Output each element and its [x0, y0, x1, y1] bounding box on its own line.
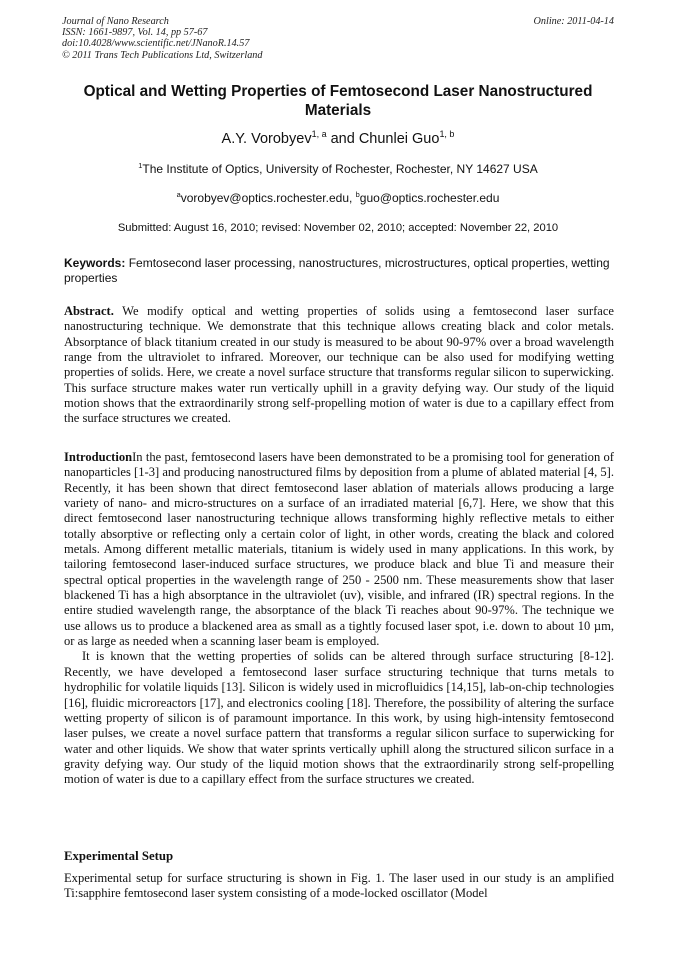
- author-conjunction: and: [326, 131, 359, 147]
- author-superscript: 1, a: [311, 129, 327, 140]
- author-name: Chunlei Guo: [358, 131, 440, 147]
- abstract-text: We modify optical and wetting properties of solids using a femtosecond laser surface nanostructuring technique. We demonstrate that this technique allows creating black and color metals. Absorptance of black titanium created in our study is measured to be about 90-97% over a broad wavelength range from the ultraviolet to infrared. Moreover, our technique can be also used for modifying wetting properties of solids. Here, we create a novel surface structure that transforms regular silicon to superwicking. This surface structure makes water run vertically uphill in a gravity defying way. Our study of the liquid motion shows that the extraordinarily strong self-propelling motion of water is due to a capillary effect from the surface structures we created.: [64, 304, 614, 426]
- affiliation-superscript: 1: [138, 161, 143, 170]
- abstract: [64, 304, 614, 427]
- email-link[interactable]: vorobyev@optics.rochester.edu,: [180, 191, 356, 205]
- author-emails: [62, 191, 614, 206]
- paper-title: Optical and Wetting Properties of Femtosecond Laser Nanostructured Materials: [83, 83, 593, 119]
- introduction-label: Introduction: [64, 450, 133, 464]
- journal-name: Journal of Nano Research: [62, 16, 169, 27]
- email-superscript: a: [176, 190, 181, 199]
- affiliation-text: The Institute of Optics, University of Rochester, Rochester, NY 14627 USA: [142, 162, 538, 176]
- copyright-line: © 2011 Trans Tech Publications Ltd, Switzerland: [62, 49, 263, 61]
- introduction-section: [64, 450, 614, 788]
- author-line: [62, 130, 614, 148]
- affiliation: [62, 162, 614, 177]
- section-heading: Experimental Setup: [64, 849, 174, 863]
- issn-line: ISSN: 1661-9897, Vol. 14, pp 57-67: [62, 27, 208, 39]
- online-date: Online: 2011-04-14: [533, 16, 614, 27]
- introduction-paragraph: [64, 450, 614, 649]
- introduction-text: In the past, femtosecond lasers have been demonstrated to be a promising tool for generation of nanoparticles [1-3] and producing nanostructured films by deposition from a plume of ablated material [4, 5]. Recently, it has been shown that direct femtosecond laser ablation of materials allows producing a large variety of nano- and micro-structures on a surface of an irradiated material [6,7]. Here, we show that this direct femtosecond laser nanostructuring technique allows transforming highly reflective metals to either totally absorptive or reflecting only a certain color of light, in other words, creating the black and colored metals. Among different metallic materials, titanium is widely used in many applications. In this work, by tailoring femtosecond laser-induced surface structures, we produce black and blue Ti and measure their spectral optical properties in the wavelength range of 250 - 2500 nm. These measurements show that laser blackened Ti has a high absorptance in the ultraviolet (uv), visible, and infrared (IR) spectral regions. In the entire studied wavelength range, the absorptance of the black Ti reaches about 90-97%. The technique we use allows us to produce a blackened area as small as a tightly focused laser spot, i.e. down to about 10 µm, or as large as needed when a scanning laser beam is employed.: [64, 450, 614, 649]
- keywords-text: Femtosecond laser processing, nanostructures, microstructures, optical properties, wetting properties: [64, 256, 610, 285]
- author-name: A.Y. Vorobyev: [221, 131, 312, 147]
- introduction-paragraph: It is known that the wetting properties of solids can be altered through surface structuring [8-12]. Recently, we have developed a femtosecond laser surface structuring technique that turns metals to hydrophilic for volatile liquids [13]. Silicon is widely used in microfluidics [14,15], lab-on-chip technologies [16], fluidic microreactors [17], and electronics cooling [18]. Therefore, the possibility of altering the surface wetting property of silicon is of paramount importance. In this work, by using high-intensity femtosecond laser pulses, we create a novel surface pattern that transforms a regular silicon surface to superwicking for water and other liquids. We show that water sprints vertically uphill along the structured silicon surface in a gravity defying way. Our study of the liquid motion shows that the extraordinarily strong self-propelling motion of water is due to a capillary effect from the surface structures we created.: [64, 649, 614, 787]
- abstract-label: Abstract.: [64, 304, 114, 318]
- author-superscript: 1, b: [439, 129, 455, 140]
- journal-header: [62, 16, 262, 61]
- doi-line: doi:10.4028/www.scientific.net/JNanoR.14.57: [62, 38, 250, 50]
- submission-dates: Submitted: August 16, 2010; revised: November 02, 2010; accepted: November 22, 2010: [117, 222, 559, 234]
- experimental-paragraph: Experimental setup for surface structuring is shown in Fig. 1. The laser used in our study is an amplified Ti:sapphire femtosecond laser system consisting of a mode-locked oscillator (Model: [64, 871, 614, 901]
- email-link[interactable]: guo@optics.rochester.edu: [359, 191, 500, 205]
- keywords: [64, 256, 614, 285]
- keywords-label: Keywords:: [64, 256, 126, 270]
- email-superscript: b: [355, 190, 360, 199]
